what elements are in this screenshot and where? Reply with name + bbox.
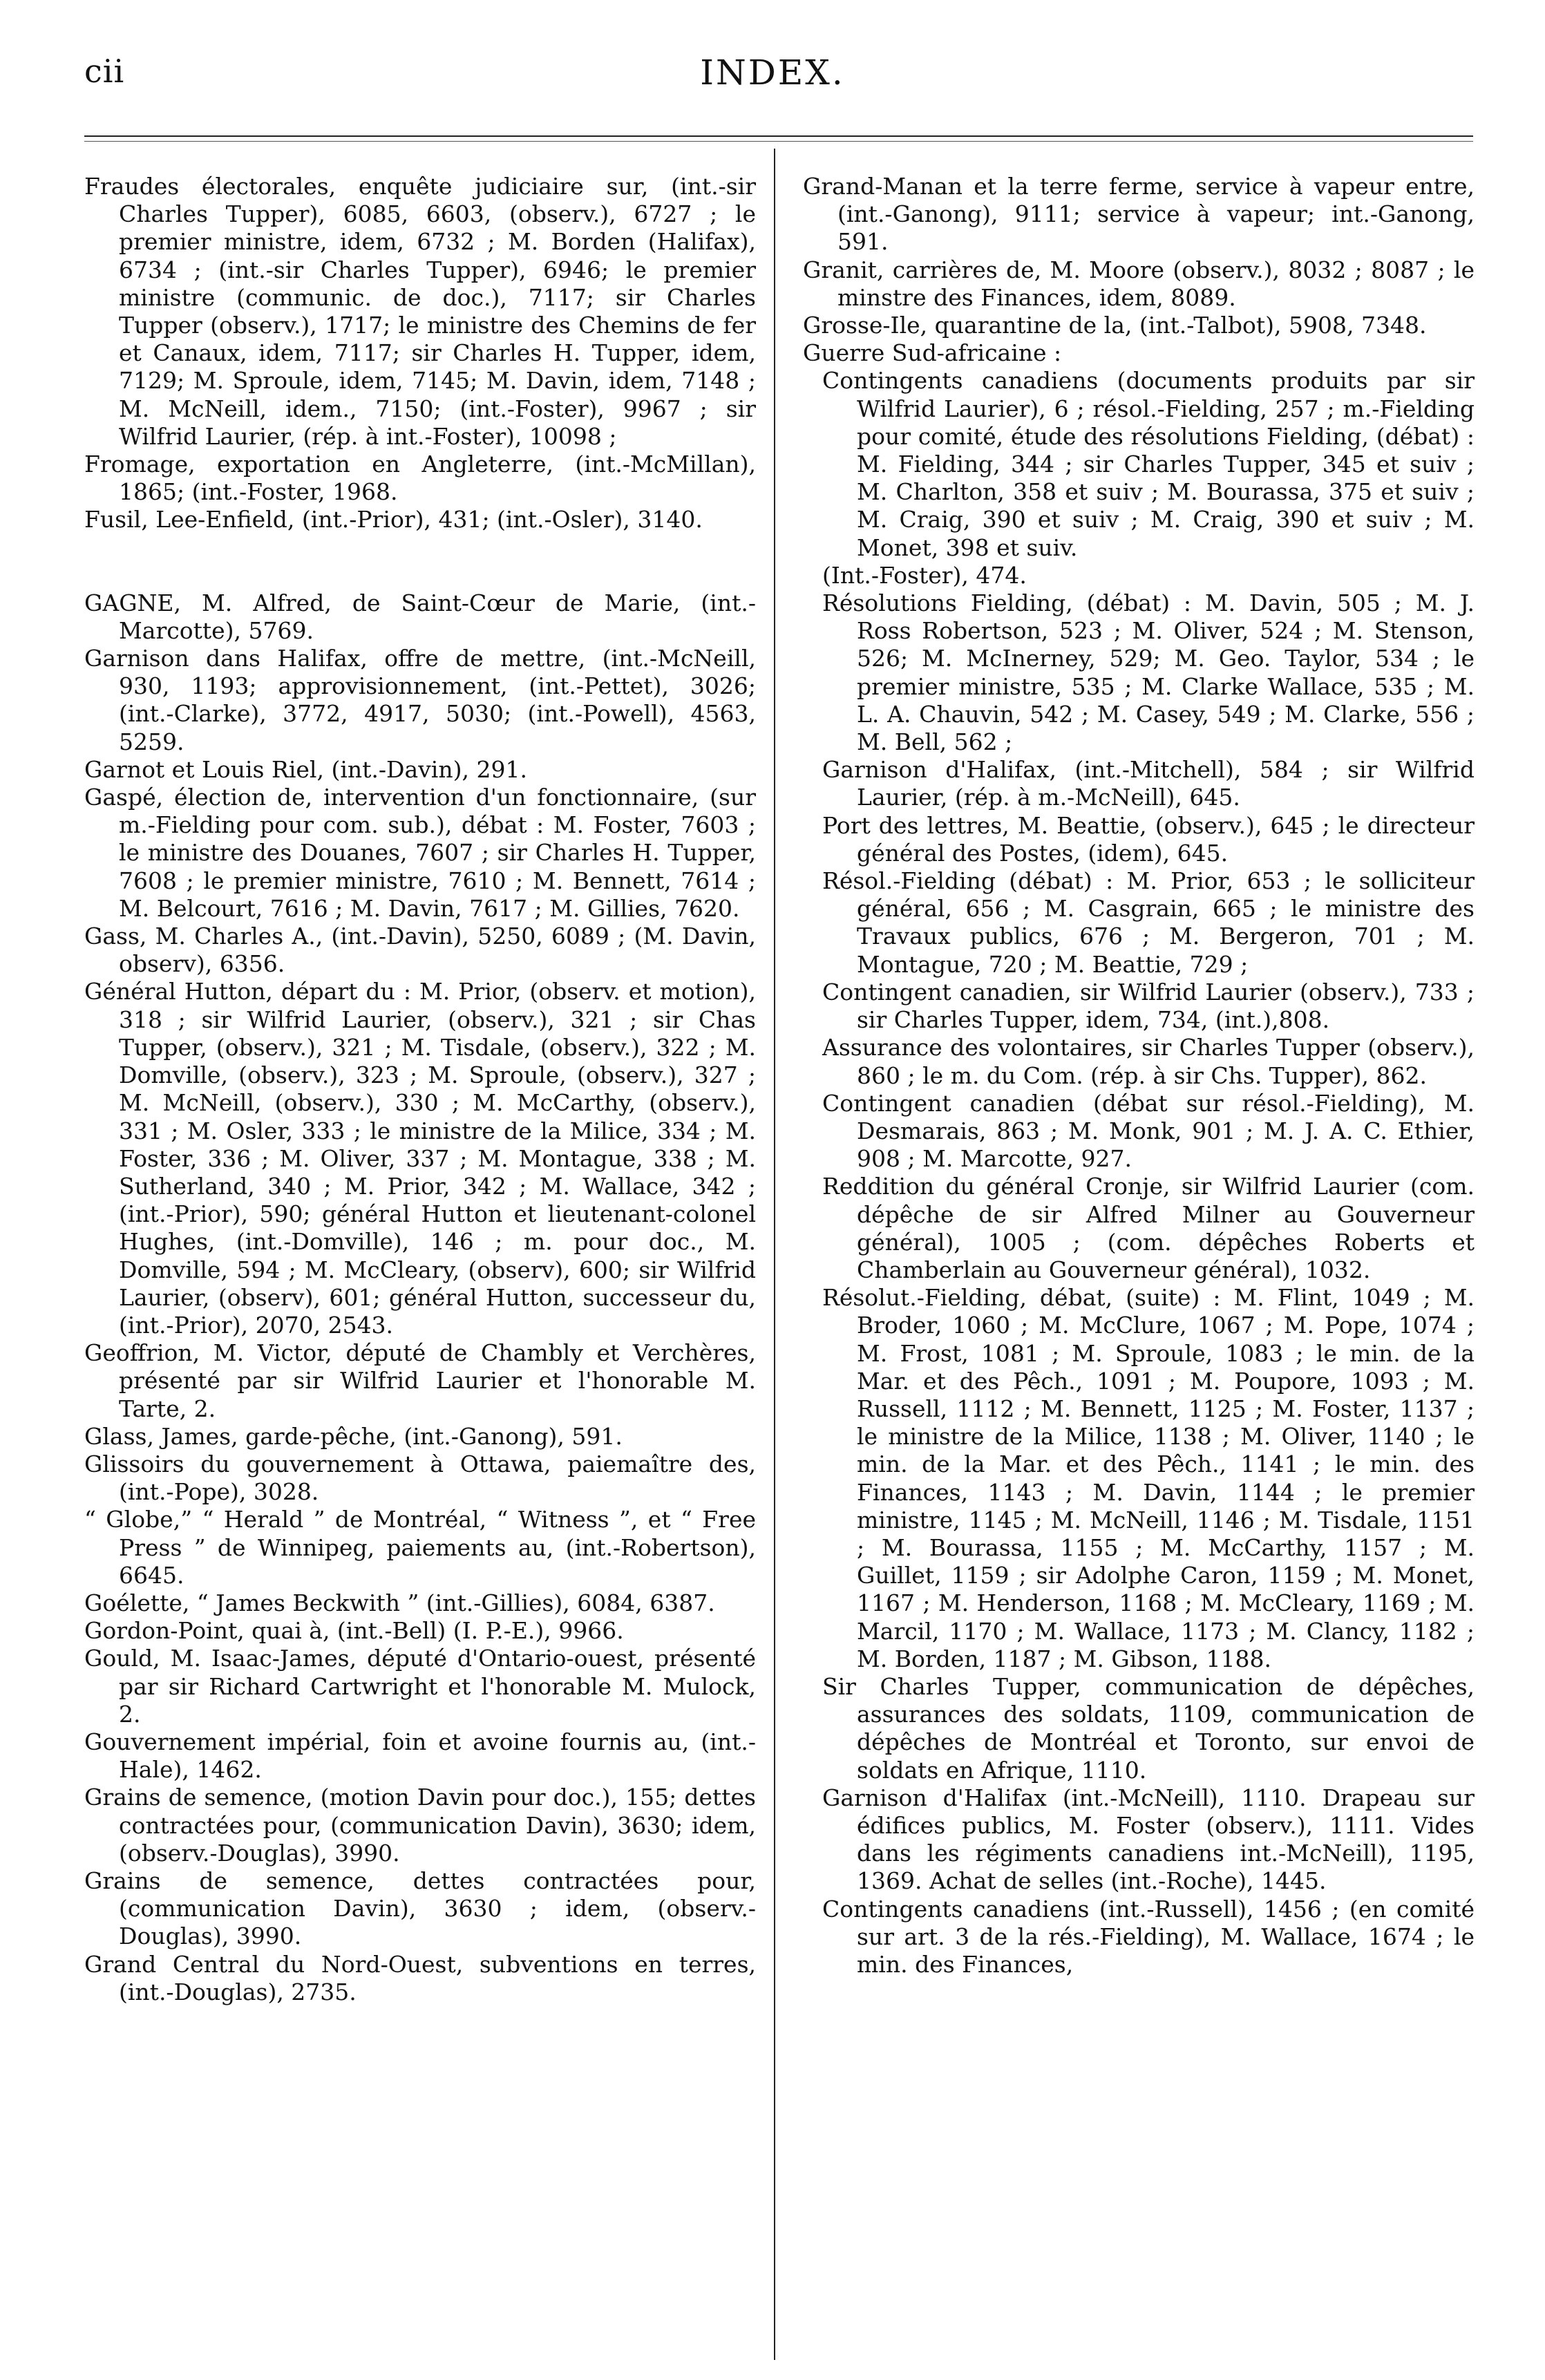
header-rule — [84, 135, 1473, 137]
index-entry: Gould, M. Isaac-James, député d'Ontario-ouest, présenté par sir Richard Cartwright et l'honorable M. Mulock, 2. — [84, 1645, 756, 1728]
index-entry: Grains de semence, (motion Davin pour doc.), 155; dettes contractées pour, (communication Davin), 3630; idem, (observ.-Douglas), 3990. — [84, 1784, 756, 1867]
index-entry: Glissoirs du gouvernement à Ottawa, paiemaître des, (int.-Pope), 3028. — [84, 1450, 756, 1506]
index-subentry: Reddition du général Cronje, sir Wilfrid Laurier (com. dépêche de sir Alfred Milner au Gouverneur général), 1005 ; (com. dépêches Roberts et Chamberlain au Gouverneur général), 1032. — [822, 1173, 1475, 1283]
index-subentry: (Int.-Foster), 474. — [822, 561, 1027, 589]
index-subentry: Garnison d'Halifax (int.-McNeill), 1110. Drapeau sur édifices publics, M. Foster (observ.), 1111. Vides dans les régiments canadiens int.-McNeill), 1195, 1369. Achat de selles (int.-Roche), 1445. — [822, 1784, 1475, 1895]
index-subentry: Contingents canadiens (documents produits par sir Wilfrid Laurier), 6 ; résol.-Fielding, 257 ; m.-Fielding pour comité, étude des résolutions Fielding, (débat) : M. Fielding, 344 ; sir Charles Tupper, 345 et suiv ; M. Charlton, 358 et suiv ; M. Bourassa, 375 et suiv ; M. Craig, 390 et suiv ; M. Craig, 390 et suiv ; M. Monet, 398 et suiv. — [822, 367, 1475, 561]
index-entry: Grand Central du Nord-Ouest, subventions en terres, (int.-Douglas), 2735. — [84, 1950, 756, 2005]
index-entry: Glass, James, garde-pêche, (int.-Ganong), 591. — [84, 1422, 623, 1450]
index-entry: Goélette, “ James Beckwith ” (int.-Gillies), 6084, 6387. — [84, 1589, 715, 1616]
index-entry: Gass, M. Charles A., (int.-Davin), 5250, 6089 ; (M. Davin, observ), 6356. — [84, 923, 756, 978]
index-entry: Gouvernement impérial, foin et avoine fournis au, (int.-Hale), 1462. — [84, 1728, 756, 1784]
index-entry: “ Globe,” “ Herald ” de Montréal, “ Witness ”, et “ Free Press ” de Winnipeg, paiements au, (int.-Robertson), 6645. — [84, 1506, 756, 1589]
right-column — [803, 173, 1475, 1978]
index-entry: Gaspé, élection de, intervention d'un fonctionnaire, (sur m.-Fielding pour com. sub.), débat : M. Foster, 7603 ; le ministre des Douanes, 7607 ; sir Charles H. Tupper, 7608 ; le premier ministre, 7610 ; M. Bennett, 7614 ; M. Belcourt, 7616 ; M. Davin, 7617 ; M. Gillies, 7620. — [84, 784, 756, 922]
index-subentry: Contingents canadiens (int.-Russell), 1456 ; (en comité sur art. 3 de la rés.-Fielding), M. Wallace, 1674 ; le min. des Finances, — [822, 1895, 1475, 1978]
index-entry: Grains de semence, dettes contractées pour, (communication Davin), 3630 ; idem, (observ.-Douglas), 3990. — [84, 1867, 756, 1950]
index-subentry: Port des lettres, M. Beattie, (observ.), 645 ; le directeur général des Postes, (idem), 645. — [822, 811, 1475, 867]
index-entry: Garnot et Louis Riel, (int.-Davin), 291. — [84, 755, 527, 783]
index-subentry: Contingent canadien (débat sur résol.-Fielding), M. Desmarais, 863 ; M. Monk, 901 ; M. J. A. C. Ethier, 908 ; M. Marcotte, 927. — [822, 1089, 1475, 1173]
index-entry: GAGNE, M. Alfred, de Saint-Cœur de Marie, (int.-Marcotte), 5769. — [84, 589, 756, 644]
index-entry: Garnison dans Halifax, offre de mettre, (int.-McNeill, 930, 1193; approvisionnement, (int.-Pettet), 3026; (int.-Clarke), 3772, 4917, 5030; (int.-Powell), 4563, 5259. — [84, 645, 756, 755]
column-divider — [774, 149, 775, 2360]
index-subentry: Résol.-Fielding (débat) : M. Prior, 653 ; le solliciteur général, 656 ; M. Casgrain, 665 ; le ministre des Travaux publics, 676 ; M. Bergeron, 701 ; M. Montague, 720 ; M. Beattie, 729 ; — [822, 867, 1475, 978]
page-number: cii — [84, 53, 125, 90]
index-entry: Geoffrion, M. Victor, député de Chambly et Verchères, présenté par sir Wilfrid Laurier et l'honorable M. Tarte, 2. — [84, 1339, 756, 1422]
index-subentry: Résolut.-Fielding, débat, (suite) : M. Flint, 1049 ; M. Broder, 1060 ; M. McClure, 1067 ; M. Pope, 1074 ; M. Frost, 1081 ; M. Sproule, 1083 ; le min. de la Mar. et des Pêch., 1091 ; M. Poupore, 1093 ; M. Russell, 1112 ; M. Bennett, 1125 ; M. Foster, 1137 ; le ministre de la Milice, 1138 ; M. Oliver, 1140 ; le min. de la Mar. et des Pêch., 1141 ; le min. des Finances, 1143 ; M. Davin, 1144 ; le premier ministre, 1145 ; M. McNeill, 1146 ; M. Tisdale, 1151 ; M. Bourassa, 1155 ; M. McCarthy, 1157 ; M. Guillet, 1159 ; sir Adolphe Caron, 1159 ; M. Monet, 1167 ; M. Henderson, 1168 ; M. McCleary, 1169 ; M. Marcil, 1170 ; M. Wallace, 1173 ; M. Clancy, 1182 ; M. Borden, 1187 ; M. Gibson, 1188. — [822, 1284, 1475, 1672]
section-gap — [84, 534, 756, 589]
index-entry: Guerre Sud-africaine : — [803, 339, 1062, 367]
index-entry: Fusil, Lee-Enfield, (int.-Prior), 431; (int.-Osler), 3140. — [84, 506, 703, 533]
index-subentry: Sir Charles Tupper, communication de dépêches, assurances des soldats, 1109, communication de dépêches de Montréal et Toronto, sur envoi de soldats en Afrique, 1110. — [822, 1672, 1475, 1784]
left-column — [84, 173, 756, 2006]
index-subentry: Résolutions Fielding, (débat) : M. Davin, 505 ; M. J. Ross Robertson, 523 ; M. Oliver, 524 ; M. Stenson, 526; M. McInerney, 529; M. Geo. Taylor, 534 ; le premier ministre, 535 ; M. Clarke Wallace, 535 ; M. L. A. Chauvin, 542 ; M. Casey, 549 ; M. Clarke, 556 ; M. Bell, 562 ; — [822, 589, 1475, 756]
index-entry: Granit, carrières de, M. Moore (observ.), 8032 ; 8087 ; le minstre des Finances, idem, 8089. — [803, 256, 1475, 311]
page-header — [0, 40, 1545, 102]
index-entry: Général Hutton, départ du : M. Prior, (observ. et motion), 318 ; sir Wilfrid Laurier, (observ.), 321 ; sir Chas Tupper, (observ.), 321 ; M. Tisdale, (observ.), 322 ; M. Domville, (observ.), 323 ; M. Sproule, (observ.), 327 ; M. McNeill, (observ.), 330 ; M. McCarthy, (observ.), 331 ; M. Osler, 333 ; le ministre de la Milice, 334 ; M. Foster, 336 ; M. Oliver, 337 ; M. Montague, 338 ; M. Sutherland, 340 ; M. Prior, 342 ; M. Wallace, 342 ; (int.-Prior), 590; général Hutton et lieutenant-colonel Hughes, (int.-Domville), 146 ; m. pour doc., M. Domville, 594 ; M. McCleary, (observ), 600; sir Wilfrid Laurier, (observ), 601; général Hutton, successeur du, (int.-Prior), 2070, 2543. — [84, 978, 756, 1339]
page-title: INDEX. — [700, 53, 845, 93]
index-subentry: Assurance des volontaires, sir Charles Tupper (observ.), 860 ; le m. du Com. (rép. à sir Chs. Tupper), 862. — [822, 1034, 1475, 1089]
index-subentry: Garnison d'Halifax, (int.-Mitchell), 584 ; sir Wilfrid Laurier, (rép. à m.-McNeill), 645. — [822, 756, 1475, 811]
header-rule-thin — [84, 141, 1473, 142]
index-entry: Grosse-Ile, quarantine de la, (int.-Talbot), 5908, 7348. — [803, 312, 1427, 339]
index-entry: Fromage, exportation en Angleterre, (int.-McMillan), 1865; (int.-Foster, 1968. — [84, 451, 756, 506]
index-entry: Grand-Manan et la terre ferme, service à vapeur entre, (int.-Ganong), 9111; service à vapeur; int.-Ganong, 591. — [803, 173, 1475, 256]
index-subentry: Contingent canadien, sir Wilfrid Laurier (observ.), 733 ; sir Charles Tupper, idem, 734, (int.),808. — [822, 978, 1475, 1034]
index-entry: Gordon-Point, quai à, (int.-Bell) (I. P.-E.), 9966. — [84, 1617, 624, 1645]
index-entry: Fraudes électorales, enquête judiciaire sur, (int.-sir Charles Tupper), 6085, 6603, (observ.), 6727 ; le premier ministre, idem, 6732 ; M. Borden (Halifax), 6734 ; (int.-sir Charles Tupper), 6946; le premier ministre (communic. de doc.), 7117; sir Charles Tupper (observ.), 1717; le ministre des Chemins de fer et Canaux, idem, 7117; sir Charles H. Tupper, idem, 7129; M. Sproule, idem, 7145; M. Davin, idem, 7148 ; M. McNeill, idem., 7150; (int.-Foster), 9967 ; sir Wilfrid Laurier, (rép. à int.-Foster), 10098 ; — [84, 173, 756, 450]
